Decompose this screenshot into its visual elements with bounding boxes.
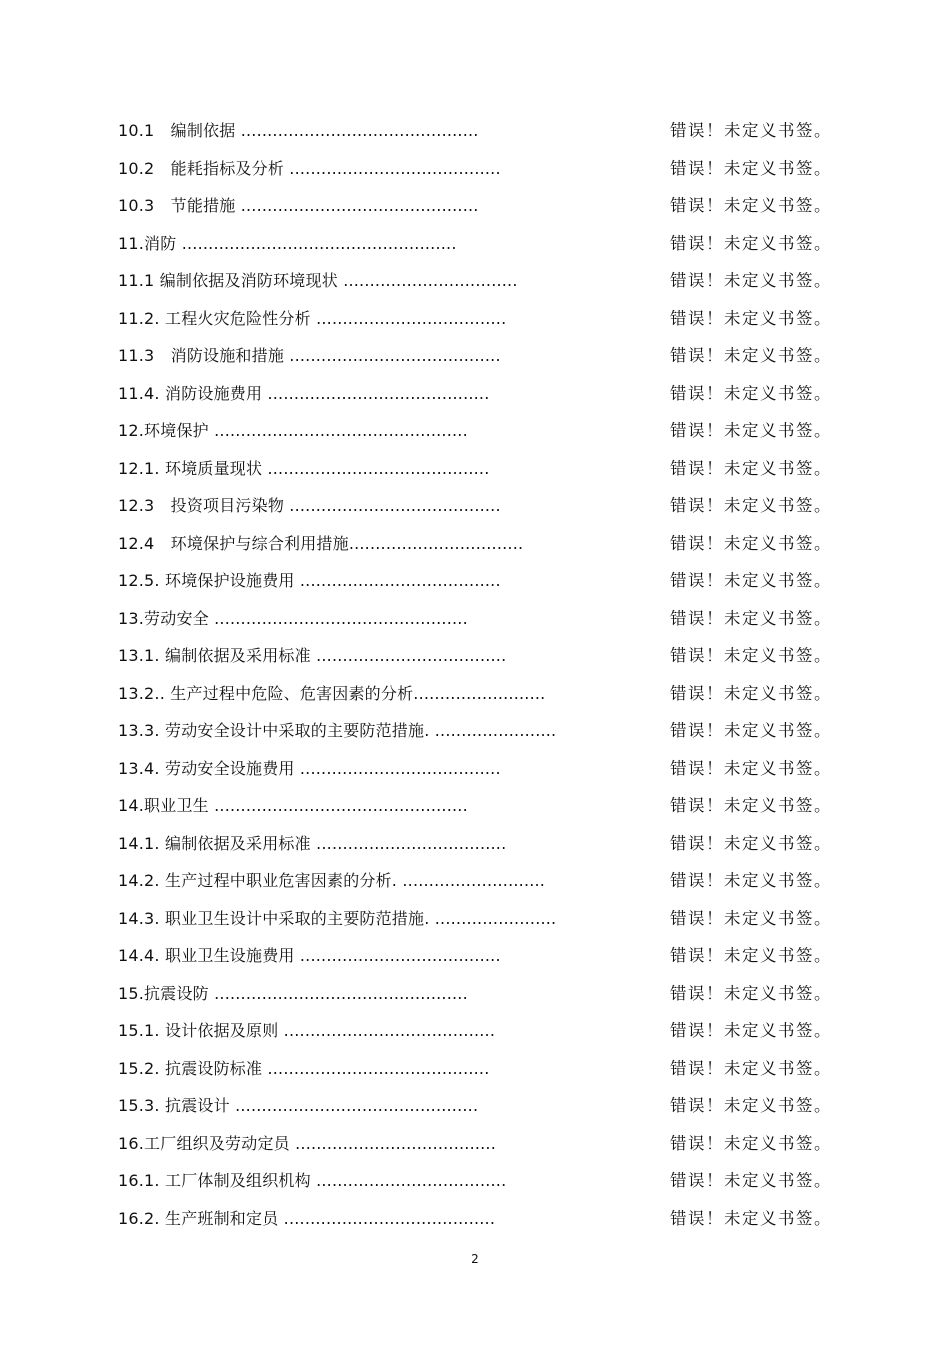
toc-entry-title[interactable]: 15.2. 抗震设防标准 .......................................... — [118, 1058, 490, 1078]
toc-row[interactable] — [118, 975, 832, 1013]
toc-entry-page: 错误！未定义书签。 — [670, 1058, 832, 1078]
toc-entry-page: 错误！未定义书签。 — [670, 796, 832, 815]
toc-row[interactable] — [118, 412, 832, 450]
toc-entry-title[interactable]: 14.3. 职业卫生设计中采取的主要防范措施. ....................... — [118, 908, 557, 928]
toc-entry-title[interactable]: 13.4. 劳动安全设施费用 ...................................... — [118, 758, 501, 778]
toc-row[interactable] — [118, 712, 832, 750]
page-number: 2 — [471, 1252, 479, 1266]
toc-entry-page: 错误！未定义书签。 — [670, 871, 832, 890]
toc-row[interactable] — [118, 225, 832, 263]
toc-entry-page: 错误！未定义书签。 — [670, 121, 832, 140]
toc-entry-page: 错误！未定义书签。 — [670, 683, 832, 703]
toc-row[interactable] — [118, 187, 832, 225]
toc-entry-title[interactable]: 14.职业卫生 ................................................ — [118, 796, 468, 815]
table-of-contents — [118, 112, 832, 1237]
toc-entry-page: 错误！未定义书签。 — [670, 383, 832, 403]
toc-entry-title[interactable]: 15.抗震设防 ................................................ — [118, 983, 468, 1003]
toc-entry-title[interactable]: 13.1. 编制依据及采用标准 .................................... — [118, 646, 507, 665]
toc-entry-page: 错误！未定义书签。 — [670, 908, 832, 928]
toc-row[interactable] — [118, 600, 832, 638]
toc-entry-page: 错误！未定义书签。 — [670, 1096, 832, 1115]
toc-entry-title[interactable]: 13.2.. 生产过程中危险、危害因素的分析......................... — [118, 683, 546, 703]
toc-row[interactable] — [118, 900, 832, 938]
toc-entry-page: 错误！未定义书签。 — [670, 608, 832, 628]
toc-entry-page: 错误！未定义书签。 — [670, 946, 832, 965]
toc-row[interactable] — [118, 937, 832, 975]
toc-entry-title[interactable]: 11.3 消防设施和措施 ........................................ — [118, 346, 501, 365]
toc-entry-page: 错误！未定义书签。 — [670, 196, 832, 215]
toc-entry-title[interactable]: 11.1 编制依据及消防环境现状 ................................. — [118, 271, 518, 290]
toc-row[interactable] — [118, 525, 832, 563]
toc-entry-title[interactable]: 12.5. 环境保护设施费用 ...................................... — [118, 571, 501, 590]
toc-entry-page: 错误！未定义书签。 — [670, 833, 832, 853]
toc-entry-title[interactable]: 12.1. 环境质量现状 .......................................... — [118, 458, 490, 478]
toc-entry-page: 错误！未定义书签。 — [670, 458, 832, 478]
toc-row[interactable] — [118, 150, 832, 188]
toc-entry-title[interactable]: 16.工厂组织及劳动定员 ...................................... — [118, 1133, 496, 1153]
toc-entry-page: 错误！未定义书签。 — [670, 533, 832, 553]
toc-row[interactable] — [118, 675, 832, 713]
toc-entry-page: 错误！未定义书签。 — [670, 308, 832, 328]
toc-row[interactable] — [118, 450, 832, 488]
toc-entry-title[interactable]: 11.2. 工程火灾危险性分析 .................................... — [118, 308, 507, 328]
toc-entry-page: 错误！未定义书签。 — [670, 158, 832, 178]
toc-entry-page: 错误！未定义书签。 — [670, 496, 832, 515]
toc-entry-title[interactable]: 13.3. 劳动安全设计中采取的主要防范措施. ....................... — [118, 721, 557, 740]
toc-entry-page: 错误！未定义书签。 — [670, 271, 832, 290]
toc-row[interactable] — [118, 1012, 832, 1050]
toc-entry-title[interactable]: 16.2. 生产班制和定员 ........................................ — [118, 1208, 496, 1228]
toc-row[interactable] — [118, 487, 832, 525]
toc-row[interactable] — [118, 375, 832, 413]
toc-row[interactable] — [118, 337, 832, 375]
toc-entry-page: 错误！未定义书签。 — [670, 983, 832, 1003]
toc-entry-title[interactable]: 12.4 环境保护与综合利用措施................................. — [118, 533, 524, 553]
toc-entry-page: 错误！未定义书签。 — [670, 571, 832, 590]
toc-entry-page: 错误！未定义书签。 — [670, 1133, 832, 1153]
toc-row[interactable] — [118, 112, 832, 150]
toc-entry-title[interactable]: 10.2 能耗指标及分析 ........................................ — [118, 158, 501, 178]
toc-row[interactable] — [118, 262, 832, 300]
toc-row[interactable] — [118, 562, 832, 600]
toc-entry-page: 错误！未定义书签。 — [670, 421, 832, 440]
toc-entry-title[interactable]: 10.3 节能措施 ............................................. — [118, 196, 479, 215]
toc-entry-page: 错误！未定义书签。 — [670, 1021, 832, 1040]
toc-row[interactable] — [118, 300, 832, 338]
toc-entry-title[interactable]: 12.3 投资项目污染物 ........................................ — [118, 496, 501, 515]
toc-row[interactable] — [118, 1050, 832, 1088]
toc-row[interactable] — [118, 1162, 832, 1200]
toc-row[interactable] — [118, 862, 832, 900]
toc-entry-page: 错误！未定义书签。 — [670, 346, 832, 365]
toc-row[interactable] — [118, 1200, 832, 1238]
toc-entry-title[interactable]: 15.3. 抗震设计 .............................................. — [118, 1096, 479, 1115]
toc-entry-title[interactable]: 13.劳动安全 ................................................ — [118, 608, 468, 628]
toc-entry-title[interactable]: 14.4. 职业卫生设施费用 ...................................... — [118, 946, 501, 965]
toc-row[interactable] — [118, 825, 832, 863]
toc-entry-page: 错误！未定义书签。 — [670, 1208, 832, 1228]
toc-row[interactable] — [118, 750, 832, 788]
toc-entry-title[interactable]: 14.2. 生产过程中职业危害因素的分析. ........................... — [118, 871, 546, 890]
toc-row[interactable] — [118, 1125, 832, 1163]
toc-entry-title[interactable]: 12.环境保护 ................................................ — [118, 421, 468, 440]
toc-row[interactable] — [118, 1087, 832, 1125]
toc-entry-title[interactable]: 14.1. 编制依据及采用标准 .................................... — [118, 833, 507, 853]
toc-entry-title[interactable]: 11.4. 消防设施费用 .......................................... — [118, 383, 490, 403]
toc-row[interactable] — [118, 787, 832, 825]
toc-entry-page: 错误！未定义书签。 — [670, 721, 832, 740]
toc-entry-page: 错误！未定义书签。 — [670, 233, 832, 253]
toc-entry-page: 错误！未定义书签。 — [670, 1171, 832, 1190]
toc-entry-page: 错误！未定义书签。 — [670, 646, 832, 665]
toc-entry-title[interactable]: 10.1 编制依据 ............................................. — [118, 121, 479, 140]
toc-entry-title[interactable]: 11.消防 .................................................... — [118, 233, 457, 253]
toc-entry-title[interactable]: 16.1. 工厂体制及组织机构 .................................... — [118, 1171, 507, 1190]
toc-entry-title[interactable]: 15.1. 设计依据及原则 ........................................ — [118, 1021, 496, 1040]
toc-entry-page: 错误！未定义书签。 — [670, 758, 832, 778]
toc-row[interactable] — [118, 637, 832, 675]
